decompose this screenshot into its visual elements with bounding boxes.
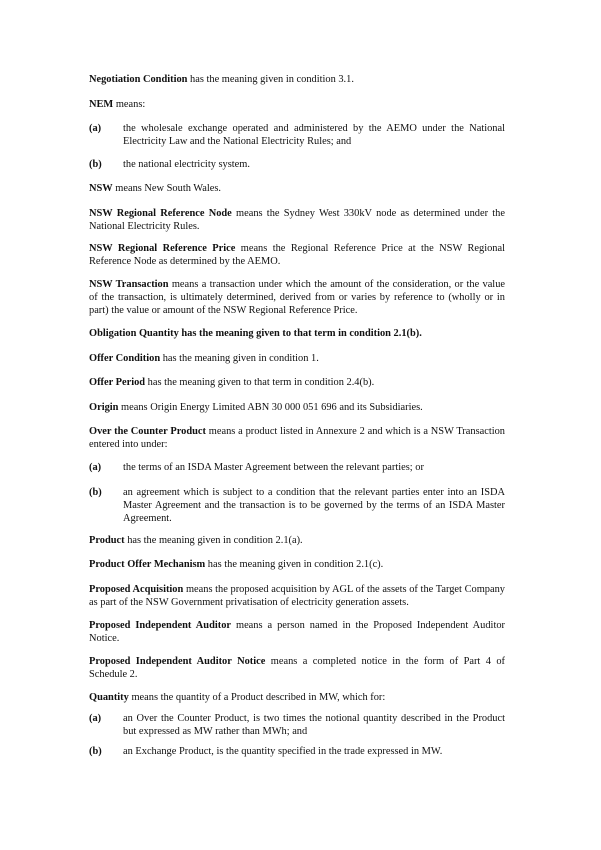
definition-text: means: — [113, 99, 146, 110]
term: Over the Counter Product — [89, 426, 206, 437]
definition-obligation-quantity — [89, 327, 505, 340]
definition-text: has the meaning given in condition 2.1(c). — [205, 559, 384, 570]
list-text: the wholesale exchange operated and administered by the AEMO under the National Electricity Law and the National Electricity Rules; and — [123, 123, 505, 147]
definition-text: has the meaning given in condition 2.1(a). — [124, 535, 303, 546]
definition-text: means the proposed acquisition by AGL of the assets of the Target Company as part of the NSW Government privatisation of electricity generation assets. — [89, 584, 505, 608]
definition-text: means a person named in the Proposed Independent Auditor Notice. — [89, 620, 505, 644]
definition-nsw-transaction — [89, 278, 505, 317]
term: Product Offer Mechanism — [89, 559, 206, 570]
term: Proposed Independent Auditor Notice — [89, 656, 266, 667]
term: Quantity — [89, 692, 129, 703]
list-text: an Over the Counter Product, is two times the notional quantity described in the Product but expressed as MW rather than MWh; and — [123, 713, 505, 737]
list-text: the terms of an ISDA Master Agreement between the relevant parties; or — [123, 462, 424, 473]
term: Proposed Acquisition — [89, 584, 184, 595]
definition-nem — [89, 98, 505, 111]
term: Negotiation Condition — [89, 74, 188, 85]
definition-nsw — [89, 182, 505, 195]
list-label: (a) — [89, 462, 102, 473]
definition-offer-period — [89, 376, 505, 389]
term: Offer Period — [89, 377, 146, 388]
definition-text: means New South Wales. — [112, 183, 222, 194]
term: NSW Regional Reference Price — [89, 243, 236, 254]
term: NSW — [89, 183, 113, 194]
definition-text: means the quantity of a Product described in MW, which for: — [128, 692, 386, 703]
term: NEM — [89, 99, 114, 110]
definition-offer-condition — [89, 352, 505, 365]
definition-text: means Origin Energy Limited ABN 30 000 051 696 and its Subsidiaries. — [118, 402, 423, 413]
definition-nsw-regional-reference-price — [89, 242, 505, 268]
definition-text: means a product listed in Annexure 2 and which is a NSW Transaction entered into under: — [89, 426, 505, 450]
definition-text: means a completed notice in the form of Part 4 of Schedule 2. — [89, 656, 506, 680]
definition-product — [89, 534, 505, 547]
list-text: an agreement which is subject to a condition that the relevant parties enter into an ISDA Master Agreement and the transaction is to be governed by the terms of an ISDA Master Agreement. — [123, 487, 505, 524]
list-label: (b) — [89, 487, 102, 498]
list-label: (a) — [89, 123, 102, 134]
definition-proposed-independent-auditor-notice — [89, 655, 505, 681]
term: Obligation Quantity has the meaning given to that term in condition 2.1(b). — [89, 328, 422, 339]
definition-negotiation-condition — [89, 73, 505, 86]
definition-over-the-counter-product — [89, 425, 505, 451]
definition-text: means the Regional Reference Price at the NSW Regional Reference Node as determined by the AEMO. — [89, 243, 505, 267]
definition-text: has the meaning given in condition 1. — [160, 353, 319, 364]
document-page — [89, 0, 505, 850]
list-text: the national electricity system. — [123, 159, 250, 170]
term: NSW Regional Reference Node — [89, 208, 232, 219]
term: NSW Transaction — [89, 279, 169, 290]
definition-origin — [89, 401, 505, 414]
definition-quantity — [89, 691, 505, 704]
term: Offer Condition — [89, 353, 161, 364]
definition-text: means the Sydney West 330kV node as determined under the National Electricity Rules. — [89, 208, 505, 232]
definition-product-offer-mechanism — [89, 558, 505, 571]
definition-text: has the meaning given to that term in condition 2.4(b). — [145, 377, 375, 388]
term: Origin — [89, 402, 119, 413]
term: Product — [89, 535, 125, 546]
definition-proposed-independent-auditor — [89, 619, 505, 645]
list-label: (a) — [89, 713, 102, 724]
term: Proposed Independent Auditor — [89, 620, 231, 631]
definition-text: means a transaction under which the amount of the consideration, or the value of the transaction, is ultimately determined, derived from or varies by reference to (wholly or in part) the value or amount of the NSW Regional Reference Price. — [89, 279, 506, 316]
list-label: (b) — [89, 159, 102, 170]
list-text: an Exchange Product, is the quantity specified in the trade expressed in MW. — [123, 746, 443, 757]
definition-nsw-regional-reference-node — [89, 207, 505, 233]
definition-text: has the meaning given in condition 3.1. — [187, 74, 354, 85]
definition-proposed-acquisition — [89, 583, 505, 609]
list-label: (b) — [89, 746, 102, 757]
